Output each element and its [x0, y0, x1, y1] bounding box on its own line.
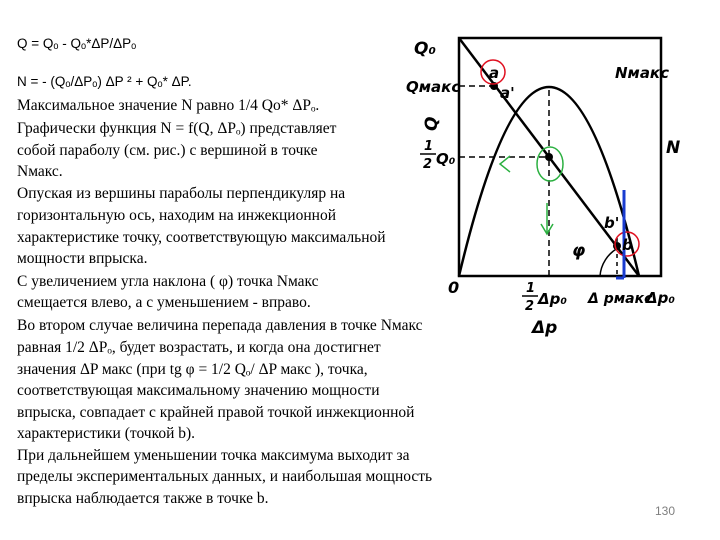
label-a-prime: a' [500, 84, 515, 102]
green-arrow-left-icon [500, 156, 510, 172]
text-line: впрыска наблюдается также в точке b. [17, 490, 269, 507]
point-vertex-projection [545, 153, 553, 161]
label-dp0: Δp₀ [646, 289, 675, 307]
label-half-dp0-var: Δp₀ [538, 290, 567, 308]
text-line: С увеличением угла наклона ( φ) точка Nмакс [17, 273, 319, 290]
label-qmax: Qмакс [406, 78, 461, 96]
text-line: впрыска, совпадает с крайней правой точкой инжекционной [17, 404, 415, 421]
text-line: характеристики (точкой b). [17, 425, 196, 442]
label-half-dp0-num: 1 [526, 281, 536, 296]
label-n: N [666, 138, 681, 158]
page-number: 130 [655, 504, 676, 518]
label-half-q0-var: Q₀ [436, 150, 456, 168]
text-line: Графически функция N = f(Q, ΔPₒ) представляет [17, 120, 337, 137]
label-phi: φ [572, 241, 586, 261]
text-line: собой параболу (см. рис.) с вершиной в точке [17, 142, 318, 159]
text-line: Во втором случае величина перепада давления в точке Nмакс [17, 317, 423, 334]
text-line: Опуская из вершины параболы перпендикуляр на [17, 185, 346, 202]
label-half-q0-den: 2 [423, 157, 433, 172]
text-line: горизонтальную ось, находим на инжекционной [17, 207, 336, 224]
label-dp: Δp [532, 318, 558, 338]
label-half-q0-num: 1 [424, 139, 434, 154]
label-b: b [622, 236, 633, 254]
text-line: смещается влево, а с уменьшением - вправо. [17, 294, 311, 311]
label-q: Q [422, 116, 442, 131]
text-line: характеристике точку, соответствующую максимальной [17, 229, 386, 246]
label-dpmax: Δ pмакс [588, 291, 653, 307]
formula-q: Q = Qₒ - Qₒ*ΔP/ΔPₒ [17, 36, 137, 51]
text-line: пределы экспериментальных данных, и наибольшая мощность [17, 468, 433, 485]
label-q0: Q₀ [414, 39, 436, 59]
formula-n: N = - (Qₒ/ΔPₒ) ΔP ² + Qₒ* ΔP. [17, 74, 192, 89]
label-a: a [489, 64, 500, 82]
label-zero: 0 [448, 278, 460, 297]
label-b-prime: b' [604, 214, 620, 232]
text-line: Nмакс. [17, 163, 63, 180]
point-b [613, 242, 621, 250]
text-line: соответствующая максимальному значению мощности [17, 382, 380, 399]
label-nmax: Nмакс [615, 64, 670, 82]
label-half-dp0-den: 2 [525, 299, 535, 314]
text-line: мощности впрыска. [17, 250, 148, 267]
phi-arc [600, 248, 618, 276]
text-line: равная 1/2 ΔPₒ, будет возрастать, и когда она достигнет [17, 339, 381, 356]
text-line: Максимальное значение N равно 1/4 Qo* ΔPₒ. [17, 97, 320, 114]
highlight-vertex-ellipse [537, 147, 563, 181]
text-line: При дальнейшем уменьшении точка максимума выходит за [17, 447, 410, 464]
text-line: значения ΔP макс (при tg φ = 1/2 Qₒ/ ΔP макс ), точка, [17, 361, 368, 378]
parabola-diagram [400, 28, 700, 348]
